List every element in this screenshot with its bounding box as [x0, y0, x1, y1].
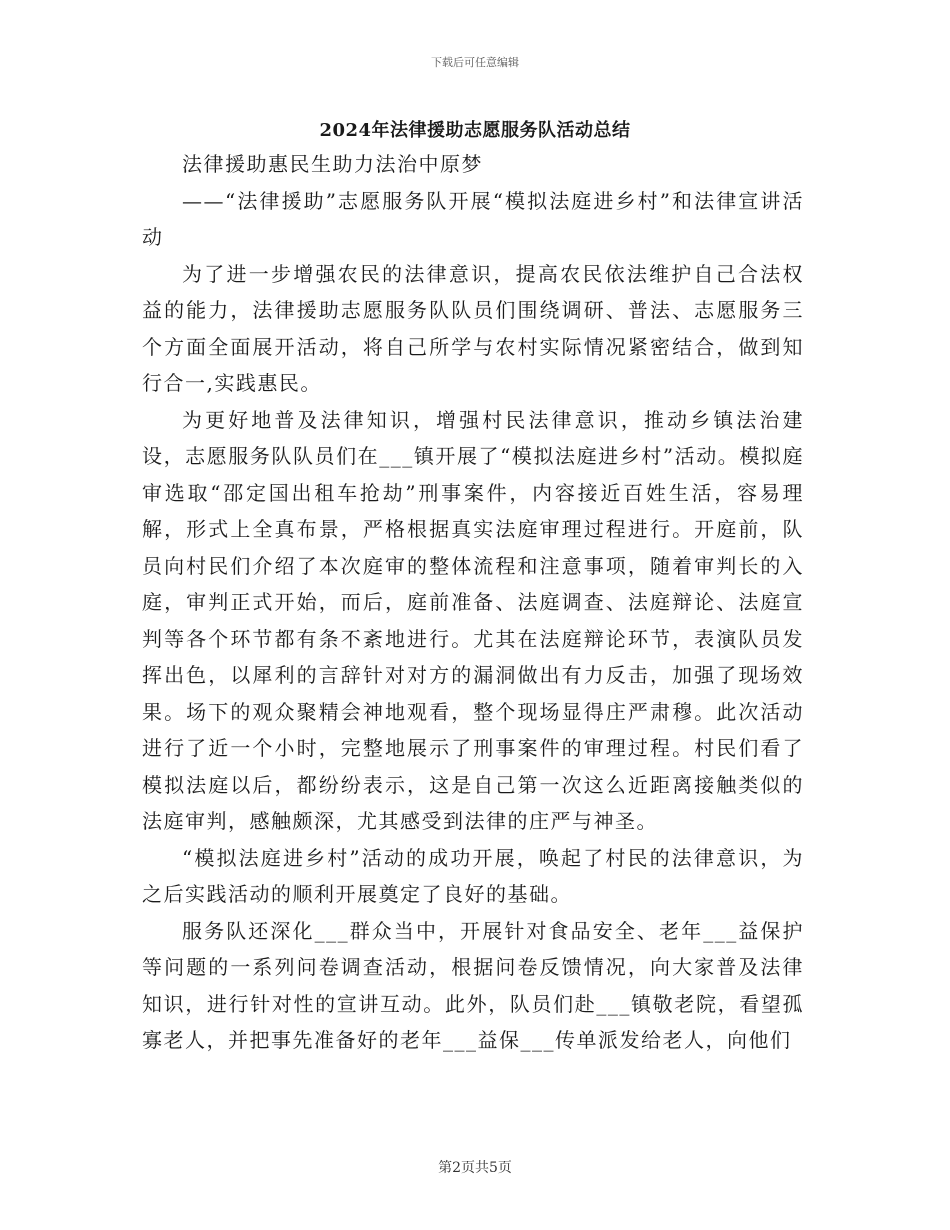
body-paragraph: 为更好地普及法律知识，增强村民法律意识，推动乡镇法治建设，志愿服务队队员们在___镇开展了“模拟法庭进乡村”活动。模拟庭审选取“邵定国出租车抢劫”刑事案件，内容接近百姓生活，容易理解，形式上全真布景，严格根据真实法庭审理过程进行。开庭前，队员向村民们介绍了本次庭审的整体流程和注意事项，随着审判长的入庭，审判正式开始，而后，庭前准备、法庭调查、法庭辩论、法庭宣判等各个环节都有条不紊地进行。尤其在法庭辩论环节，表演队员发挥出色，以犀利的言辞针对对方的漏洞做出有力反击，加强了现场效果。场下的观众聚精会神地观看，整个现场显得庄严肃穆。此次活动进行了近一个小时，完整地展示了刑事案件的审理过程。村民们看了模拟法庭以后，都纷纷表示，这是自己第一次这么近距离接触类似的法庭审判，感触颇深，尤其感受到法律的庄严与神圣。 — [142, 407, 804, 833]
subtitle-dash-paragraph: ——“法律援助”志愿服务队开展“模拟法庭进乡村”和法律宣讲活动 — [142, 188, 804, 249]
subtitle-paragraph: 法律援助惠民生助力法治中原梦 — [182, 152, 483, 176]
header-note: 下载后可任意编辑 — [431, 56, 519, 69]
page-number: 第2页共5页 — [438, 1160, 512, 1176]
body-paragraph: 服务队还深化___群众当中，开展针对食品安全、老年___益保护等问题的一系列问卷调查活动，根据问卷反馈情况，向大家普及法律知识，进行针对性的宣讲互动。此外，队员们赴___镇敬老院，看望孤寡老人，并把事先准备好的老年___益保___传单派发给老人，向他们 — [142, 918, 804, 1052]
body-paragraph: “模拟法庭进乡村”活动的成功开展，唤起了村民的法律意识，为之后实践活动的顺利开展奠定了良好的基础。 — [142, 845, 804, 906]
body-paragraph: 为了进一步增强农民的法律意识，提高农民依法维护自己合法权益的能力，法律援助志愿服务队队员们围绕调研、普法、志愿服务三个方面全面展开活动，将自己所学与农村实际情况紧密结合，做到知行合一,实践惠民。 — [142, 261, 804, 395]
document-body — [142, 146, 804, 1059]
document-title: 2024年法律援助志愿服务队活动总结 — [319, 120, 631, 141]
